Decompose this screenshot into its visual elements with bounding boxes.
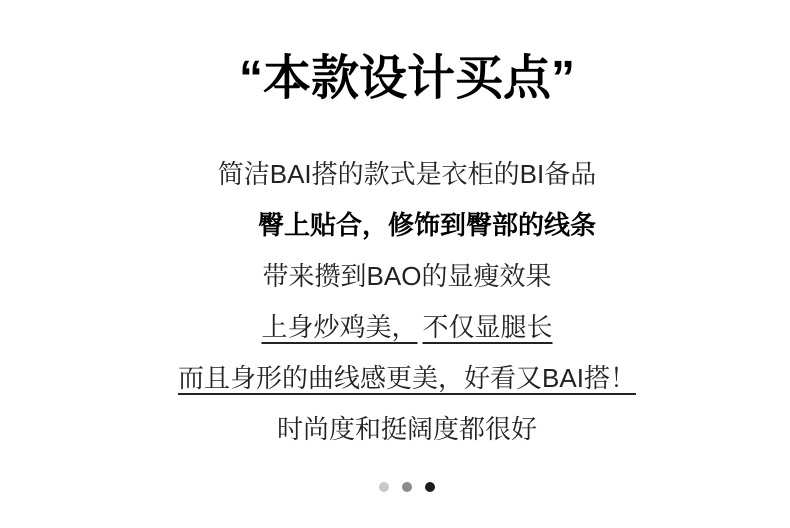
underlined-text-segment: 不仅显腿长 xyxy=(422,312,553,342)
selling-point-line-4 xyxy=(24,302,790,353)
page-title: “本款设计买点” xyxy=(238,52,575,105)
carousel-dot[interactable] xyxy=(402,482,412,492)
carousel-dot[interactable] xyxy=(379,482,389,492)
carousel-dots xyxy=(24,482,790,492)
carousel-dot[interactable] xyxy=(425,482,435,492)
selling-point-line-6: 时尚度和挺阔度都很好 xyxy=(276,414,537,444)
selling-point-line-1: 简洁BAI搭的款式是衣柜的BI备品 xyxy=(217,159,597,189)
selling-points-list xyxy=(24,149,790,455)
selling-point-line-2: 臀上贴合，修饰到臀部的线条 xyxy=(257,210,596,240)
selling-point-line-5 xyxy=(24,353,790,404)
underlined-text-segment: 上身炒鸡美， xyxy=(261,312,418,342)
selling-point-line-3: 带来攒到BAO的显瘦效果 xyxy=(262,261,552,291)
underlined-text-segment: 而且身形的曲线感更美，好看又BAI搭！ xyxy=(178,363,636,393)
